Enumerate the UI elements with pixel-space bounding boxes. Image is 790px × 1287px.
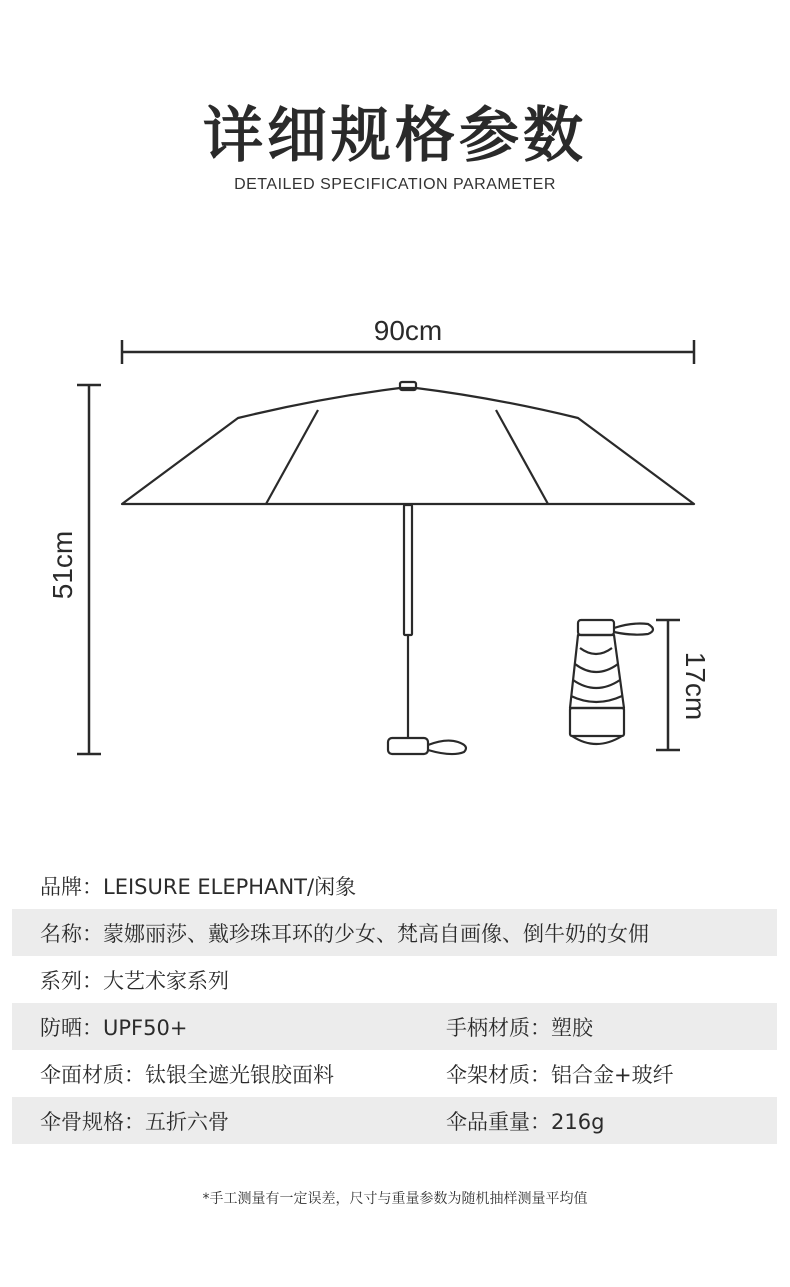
spec-uv: 防晒：UPF50+	[40, 1015, 188, 1040]
spec-row-series	[12, 956, 777, 1003]
spec-handle: 手柄材质：塑胶	[446, 1015, 593, 1040]
measurement-footnote: *手工测量有一定误差，尺寸与重量参数为随机抽样测量平均值	[202, 1191, 588, 1207]
spec-fabric: 伞面材质：钛银全遮光银胶面料	[40, 1062, 334, 1087]
spec-weight: 伞品重量：216g	[446, 1109, 605, 1134]
spec-row-fabric-frame	[12, 1050, 777, 1097]
height-label: 51cm	[47, 530, 78, 600]
spec-row-name	[12, 909, 777, 956]
height-dimension	[77, 385, 101, 754]
umbrella-dimension-diagram	[0, 300, 790, 780]
spec-row-brand	[12, 862, 777, 909]
width-label: 90cm	[373, 315, 443, 346]
spec-frame: 伞架材质：铝合金+玻纤	[446, 1062, 674, 1087]
folded-umbrella-illustration	[570, 620, 653, 744]
spec-table	[12, 862, 777, 1144]
spec-row-uv-handle	[12, 1003, 777, 1050]
folded-height-label: 17cm	[680, 651, 711, 721]
folded-height-dimension	[656, 620, 680, 750]
open-umbrella-illustration	[122, 382, 694, 754]
spec-ribs: 伞骨规格：五折六骨	[40, 1109, 229, 1134]
spec-row-ribs-weight	[12, 1097, 777, 1144]
page-title: 详细规格参数	[203, 101, 587, 171]
spec-series: 系列：大艺术家系列	[40, 968, 229, 993]
spec-name: 名称：蒙娜丽莎、戴珍珠耳环的少女、梵高自画像、倒牛奶的女佣	[40, 921, 649, 946]
spec-brand: 品牌：LEISURE ELEPHANT/闲象	[40, 874, 357, 899]
page-subtitle: DETAILED SPECIFICATION PARAMETER	[234, 176, 556, 193]
